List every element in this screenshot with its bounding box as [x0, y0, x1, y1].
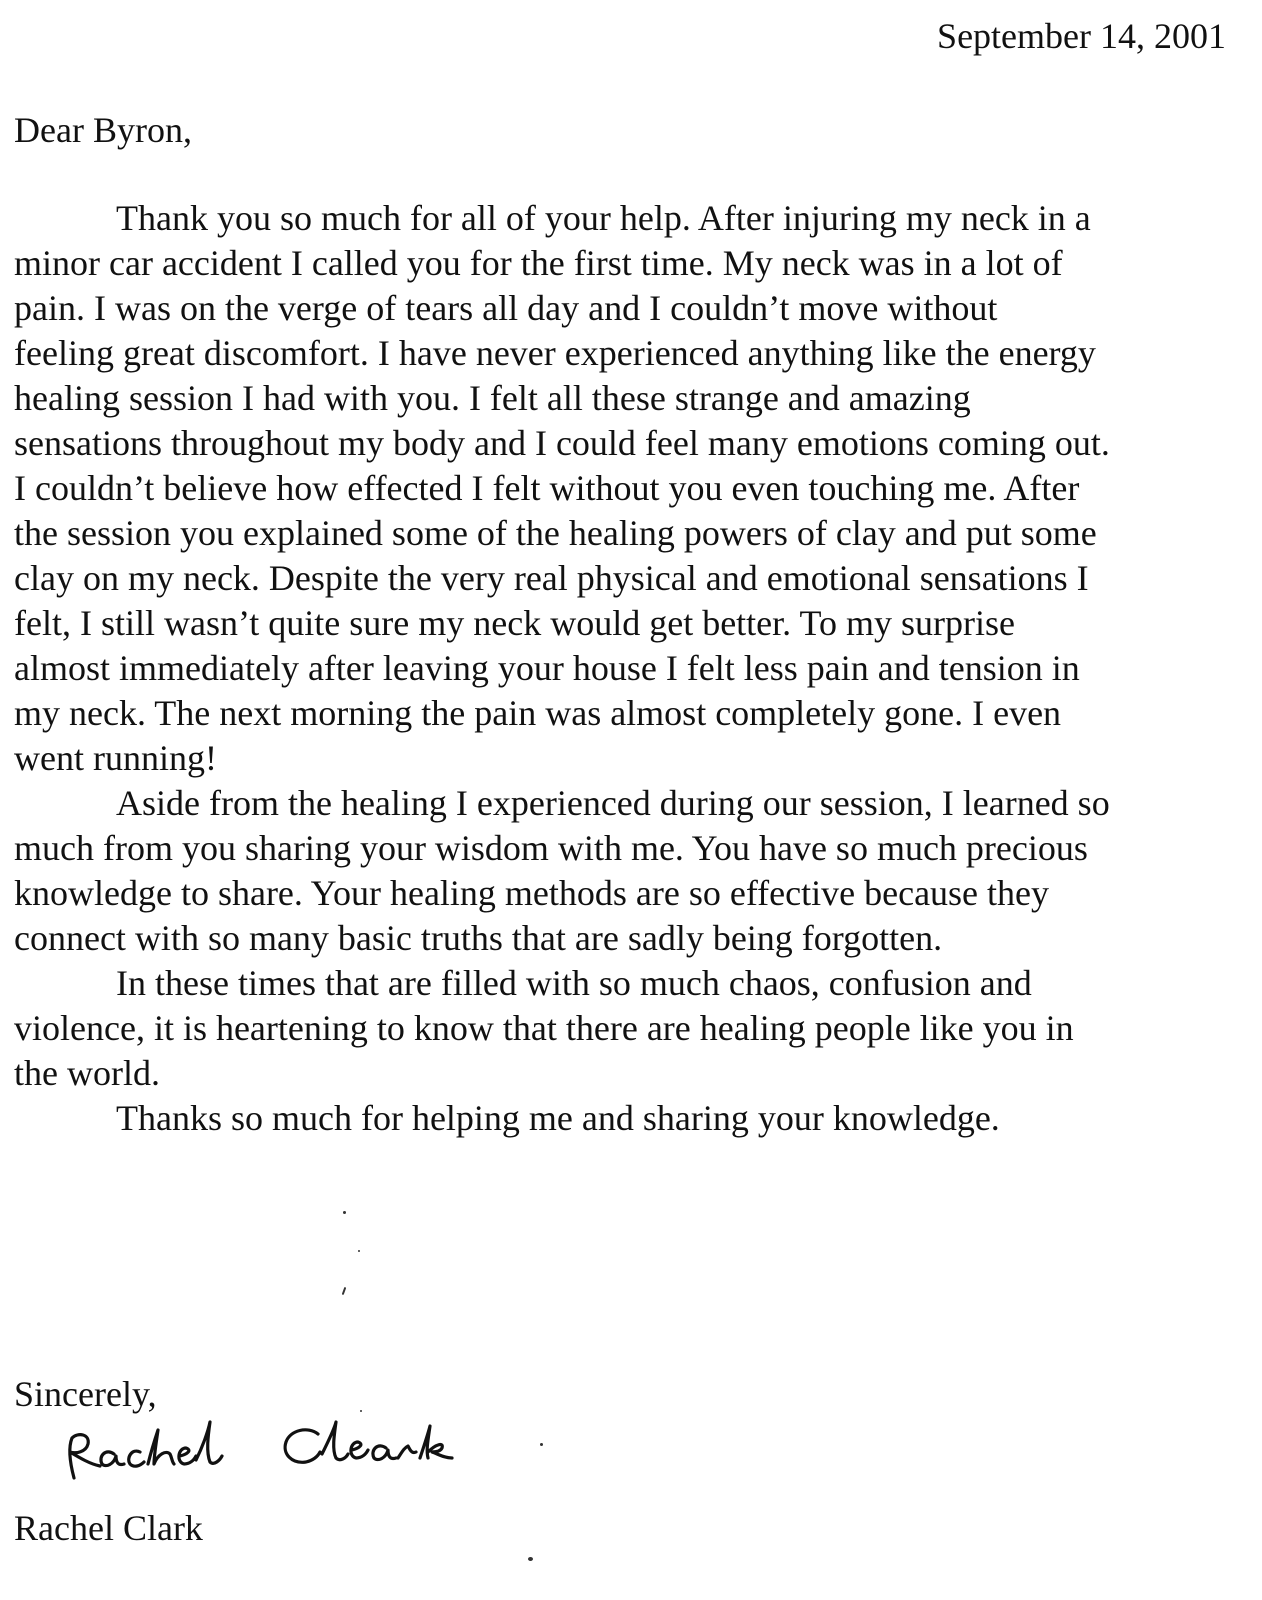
- handwritten-signature: [56, 1408, 556, 1498]
- scan-speck: [528, 1557, 533, 1561]
- salutation: Dear Byron,: [14, 110, 192, 150]
- body-line: violence, it is heartening to know that there are healing people like you in: [14, 1008, 1074, 1048]
- scan-speck: [358, 1250, 360, 1252]
- body-line: sensations throughout my body and I could feel many emotions coming out.: [14, 423, 1110, 463]
- body-line: connect with so many basic truths that are sadly being forgotten.: [14, 918, 943, 958]
- body-line: Aside from the healing I experienced during our session, I learned so: [116, 783, 1110, 823]
- closing: Sincerely,: [14, 1374, 157, 1414]
- body-line: much from you sharing your wisdom with me. You have so much precious: [14, 828, 1088, 868]
- body-line: knowledge to share. Your healing methods are so effective because they: [14, 873, 1050, 913]
- signature-graphic: [56, 1408, 556, 1498]
- scan-speck: [342, 1287, 347, 1295]
- letter-body: [14, 196, 1219, 1141]
- body-line: Thanks so much for helping me and sharing your knowledge.: [116, 1098, 1000, 1138]
- letter-date: September 14, 2001: [937, 16, 1226, 56]
- body-line: pain. I was on the verge of tears all day and I couldn’t move without: [14, 288, 998, 328]
- body-line: went running!: [14, 738, 217, 778]
- body-line: clay on my neck. Despite the very real physical and emotional sensations I: [14, 558, 1089, 598]
- body-line: Thank you so much for all of your help. After injuring my neck in a: [116, 198, 1091, 238]
- body-line: feeling great discomfort. I have never experienced anything like the energy: [14, 333, 1096, 373]
- body-line: felt, I still wasn’t quite sure my neck would get better. To my surprise: [14, 603, 1015, 643]
- body-line: In these times that are filled with so much chaos, confusion and: [116, 963, 1032, 1003]
- signer-name: Rachel Clark: [14, 1508, 203, 1548]
- scan-speck: [343, 1211, 346, 1214]
- body-line: the session you explained some of the healing powers of clay and put some: [14, 513, 1097, 553]
- body-line: almost immediately after leaving your house I felt less pain and tension in: [14, 648, 1080, 688]
- body-line: the world.: [14, 1053, 160, 1093]
- body-line: minor car accident I called you for the first time. My neck was in a lot of: [14, 243, 1063, 283]
- body-line: my neck. The next morning the pain was almost completely gone. I even: [14, 693, 1062, 733]
- body-line: I couldn’t believe how effected I felt without you even touching me. After: [14, 468, 1080, 508]
- body-line: healing session I had with you. I felt all these strange and amazing: [14, 378, 971, 418]
